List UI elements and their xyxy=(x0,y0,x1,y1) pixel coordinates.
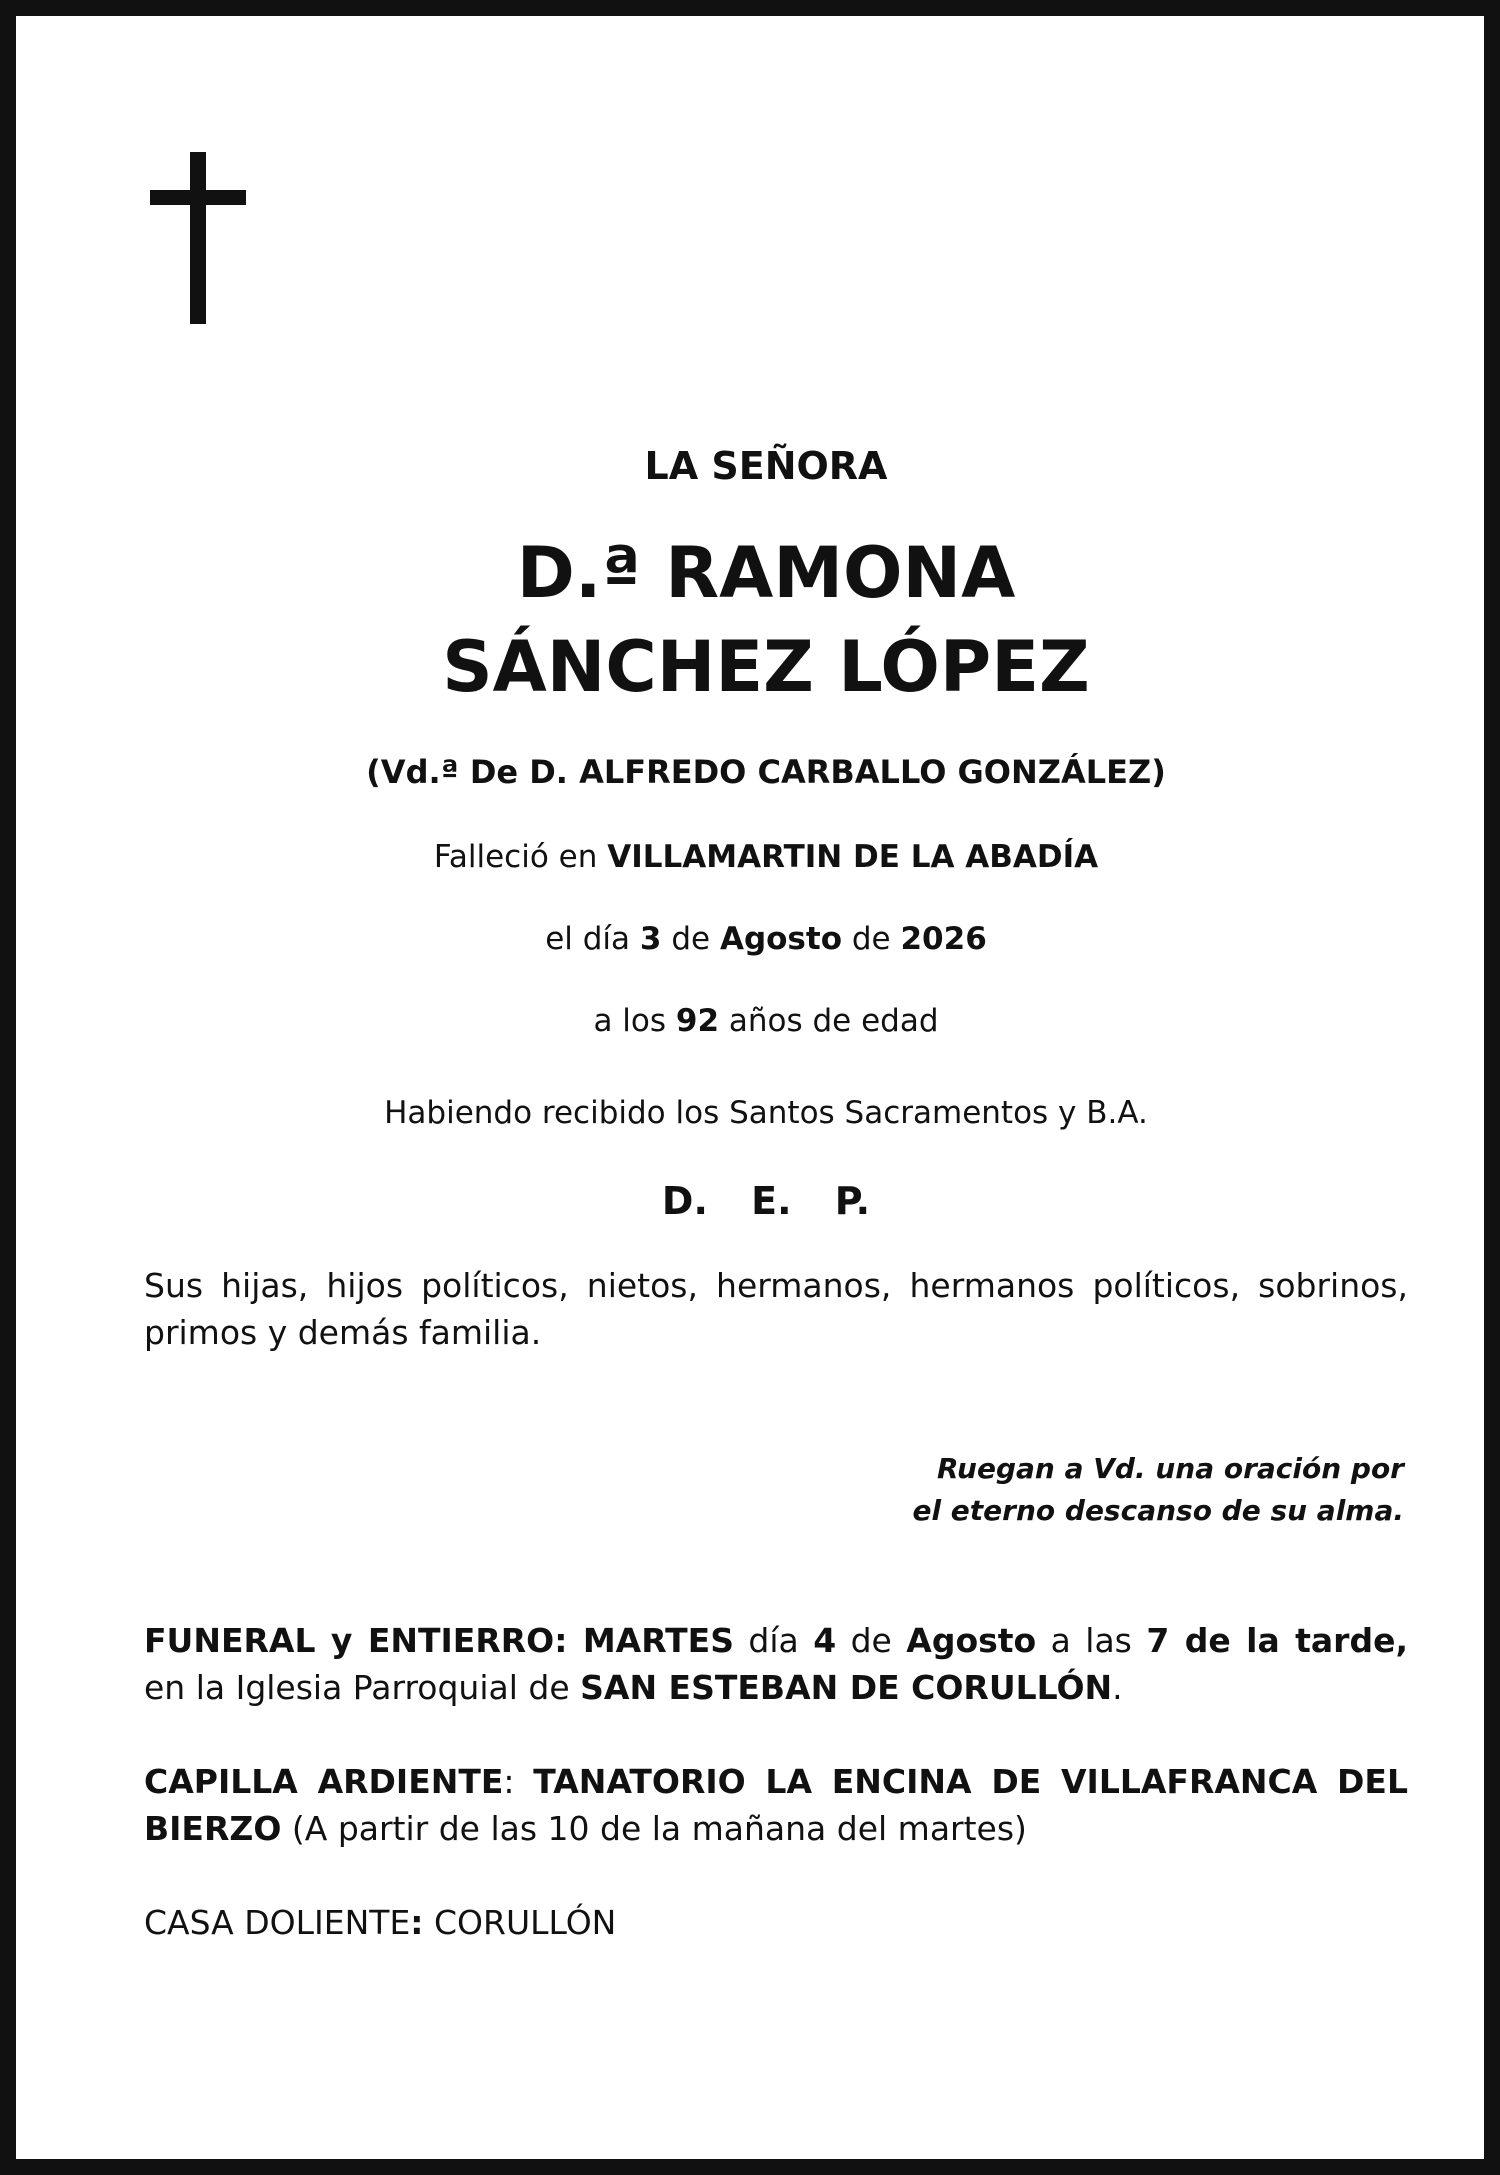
chapel-paragraph: CAPILLA ARDIENTE: TANATORIO LA ENCINA DE VILLAFRANCA DEL BIERZO (A partir de las 10 de la mañana del martes) xyxy=(144,1762,1408,1848)
death-date-line: el día 3 de Agosto de 2026 xyxy=(545,921,987,957)
sacraments-line: Habiendo recibido los Santos Sacramentos y B.A. xyxy=(384,1095,1148,1131)
cross-icon xyxy=(150,152,246,324)
death-place-line: Falleció en VILLAMARTIN DE LA ABADÍA xyxy=(433,839,1099,875)
name-line-1: D.ª RAMONA xyxy=(516,532,1016,614)
age-line: a los 92 años de edad xyxy=(593,1003,939,1039)
dep-line: D. E. P. xyxy=(661,1179,871,1223)
title: LA SEÑORA xyxy=(644,444,888,488)
house-paragraph: CASA DOLIENTE: CORULLÓN xyxy=(144,1903,617,1942)
name-line-2: SÁNCHEZ LÓPEZ xyxy=(442,626,1090,708)
family-paragraph: Sus hijas, hijos políticos, nietos, hermanos, hermanos políticos, sobrinos, primos y demás familia. xyxy=(144,1266,1408,1352)
funeral-paragraph: FUNERAL y ENTIERRO: MARTES día 4 de Agosto a las 7 de la tarde, en la Iglesia Parroquial de SAN ESTEBAN DE CORULLÓN. xyxy=(144,1621,1408,1707)
prayer-text: Ruegan a Vd. una oración por el eterno descanso de su alma. xyxy=(912,1452,1404,1527)
death-place: VILLAMARTIN DE LA ABADÍA xyxy=(607,839,1099,875)
widow-of: (Vd.ª De D. ALFREDO CARBALLO GONZÁLEZ) xyxy=(366,753,1166,791)
deceased-name xyxy=(16,526,1500,714)
